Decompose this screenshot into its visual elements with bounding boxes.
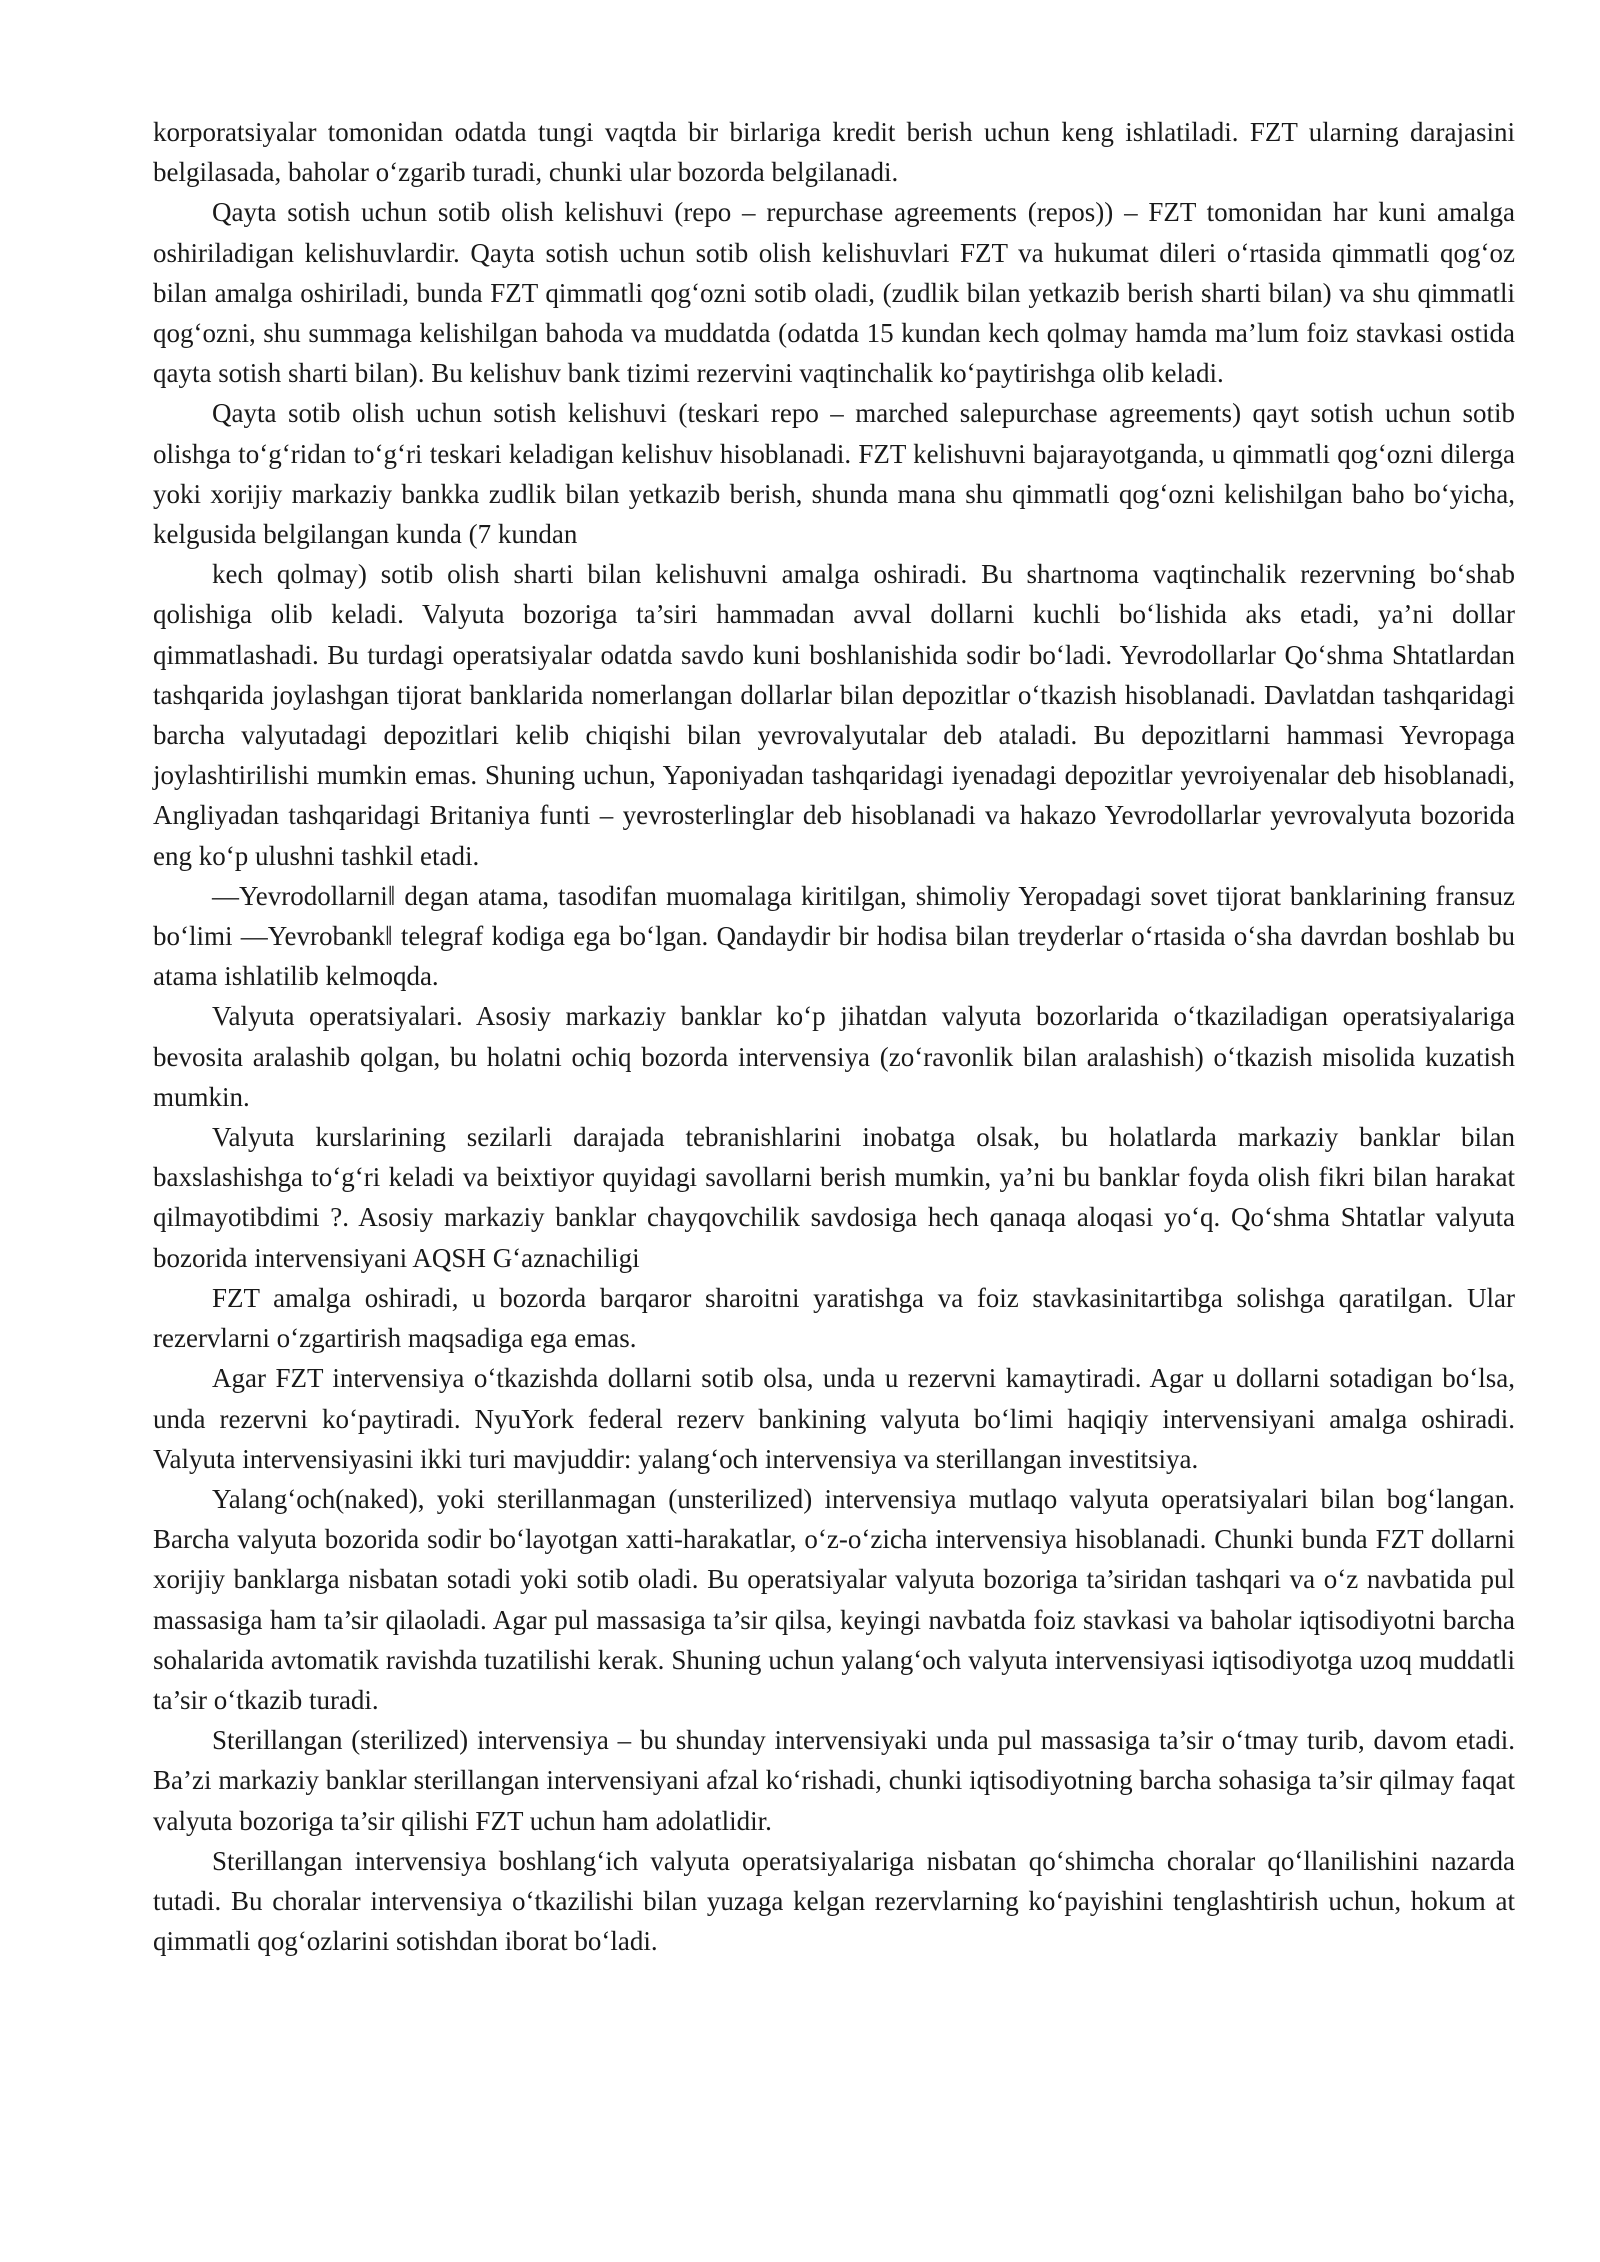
paragraph: Sterillangan intervensiya boshlang‘ich valyuta operatsiyalariga nisbatan qo‘shimcha choralar qo‘llanilishini nazarda tutadi. Bu choralar intervensiya o‘tkazilishi bilan yuzaga kelgan rezervlarning ko‘payishini tenglashtirish uchun, hokum at qimmatli qog‘ozlarini sotishdan iborat bo‘ladi.: [153, 1845, 1515, 1957]
paragraph: FZT amalga oshiradi, u bozorda barqaror sharoitni yaratishga va foiz stavkasinitartibga solishga qaratilgan. Ular rezervlarni o‘zgartirish maqsadiga ega emas.: [153, 1282, 1515, 1354]
paragraph: Yalang‘och(naked), yoki sterillanmagan (unsterilized) intervensiya mutlaqo valyuta operatsiyalari bilan bog‘langan. Barcha valyuta bozorida sodir bo‘layotgan xatti-harakatlar, o‘z-o‘zicha intervensiya hisoblanadi. Chunki bunda FZT dollarni xorijiy banklarga nisbatan sotadi yoki sotib oladi. Bu operatsiyalar valyuta bozoriga ta’siridan tashqari va o‘z navbatida pul massasiga ham ta’sir qilaoladi. Agar pul massasiga ta’sir qilsa, keyingi navbatda foiz stavkasi va baholar iqtisodiyotni barcha sohalarida avtomatik ravishda tuzatilishi kerak. Shuning uchun yalang‘och valyuta intervensiyasi iqtisodiyotga uzoq muddatli ta’sir o‘tkazib turadi.: [153, 1483, 1515, 1715]
paragraph: Valyuta kurslarining sezilarli darajada tebranishlarini inobatga olsak, bu holatlarda markaziy banklar bilan baxslashishga to‘g‘ri keladi va beixtiyor quyidagi savollarni berish mumkin, ya’ni bu banklar foyda olish fikri bilan harakat qilmayotibdimi ?. Asosiy markaziy banklar chayqovchilik savdosiga hech qanaqa aloqasi yo‘q. Qo‘shma Shtatlar valyuta bozorida intervensiyani AQSH G‘aznachiligi: [153, 1122, 1515, 1273]
paragraph: ―Yevrodollarni‖ degan atama, tasodifan muomalaga kiritilgan, shimoliy Yeropadagi sovet tijorat banklarining fransuz bo‘limi ―Yevrobank‖ telegraf kodiga ega bo‘lgan. Qandaydir bir hodisa bilan treyderlar o‘rtasida o‘sha davrdan boshlab bu atama ishlatilib kelmoqda.: [153, 880, 1515, 992]
paragraph: Sterillangan (sterilized) intervensiya – bu shunday intervensiyaki unda pul massasiga ta’sir o‘tmay turib, davom etadi. Ba’zi markaziy banklar sterillangan intervensiyani afzal ko‘rishadi, chunki iqtisodiyotning barcha sohasiga ta’sir qilmay faqat valyuta bozoriga ta’sir qilishi FZT uchun ham adolatlidir.: [153, 1725, 1515, 1836]
paragraph: Agar FZT intervensiya o‘tkazishda dollarni sotib olsa, unda u rezervni kamaytiradi. Agar u dollarni sotadigan bo‘lsa, unda rezervni ko‘paytiradi. NyuYork federal rezerv bankining valyuta bo‘limi haqiqiy intervensiyani amalga oshiradi. Valyuta intervensiyasini ikki turi mavjuddir: yalang‘och intervensiya va sterillangan investitsiya.: [153, 1363, 1515, 1474]
paragraph: Qayta sotib olish uchun sotish kelishuvi (teskari repo – marched salepurchase agreements) qayt sotish uchun sotib olishga to‘g‘ridan to‘g‘ri teskari keladigan kelishuv hisoblanadi. FZT kelishuvni bajarayotganda, u qimmatli qog‘ozni dilerga yoki xorijiy markaziy bankka zudlik bilan yetkazib berish, shunda mana shu qimmatli qog‘ozni kelishilgan baho bo‘yicha, kelgusida belgilangan kunda (7 kundan: [153, 398, 1515, 550]
paragraph: Valyuta operatsiyalari. Asosiy markaziy banklar ko‘p jihatdan valyuta bozorlarida o‘tkaziladigan operatsiyalariga bevosita aralashib qolgan, bu holatni ochiq bozorda intervensiya (zo‘ravonlik bilan aralashish) o‘tkazish misolida kuzatish mumkin.: [153, 1001, 1515, 1112]
document-page: [153, 112, 1515, 1961]
paragraph: kech qolmay) sotib olish sharti bilan kelishuvni amalga oshiradi. Bu shartnoma vaqtinchalik rezervning bo‘shab qolishiga olib keladi. Valyuta bozoriga ta’siri hammadan avval dollarni kuchli bo‘lishida aks etadi, ya’ni dollar qimmatlashadi. Bu turdagi operatsiyalar odatda savdo kuni boshlanishida sodir bo‘ladi. Yevrodollarlar Qo‘shma Shtatlardan tashqarida joylashgan tijorat banklarida nomerlangan dollarlar bilan depozitlar o‘tkazish hisoblanadi. Davlatdan tashqaridagi barcha valyutadagi depozitlari kelib chiqishi bilan yevrovalyutalar deb ataladi. Bu depozitlarni hammasi Yevropaga joylashtirilishi mumkin emas. Shuning uchun, Yaponiyadan tashqaridagi iyenadagi depozitlar yevroiyenalar deb hisoblanadi, Angliyadan tashqaridagi Britaniya funti – yevrosterlinglar deb hisoblanadi va hakazo Yevrodollarlar yevrovalyuta bozorida eng ko‘p ulushni tashkil etadi.: [153, 559, 1515, 871]
paragraph: korporatsiyalar tomonidan odatda tungi vaqtda bir birlariga kredit berish uchun keng ishlatiladi. FZT ularning darajasini belgilasada, baholar o‘zgarib turadi, chunki ular bozorda belgilanadi.: [153, 117, 1515, 188]
paragraph: Qayta sotish uchun sotib olish kelishuvi (repo – repurchase agreements (repos)) – FZT tomonidan har kuni amalga oshiriladigan kelishuvlardir. Qayta sotish uchun sotib olish kelishuvlari FZT va hukumat dileri o‘rtasida qimmatli qog‘oz bilan amalga oshiriladi, bunda FZT qimmatli qog‘ozni sotib oladi, (zudlik bilan yetkazib berish sharti bilan) va shu qimmatli qog‘ozni, shu summaga kelishilgan bahoda va muddatda (odatda 15 kundan kech qolmay hamda ma’lum foiz stavkasi ostida qayta sotish sharti bilan). Bu kelishuv bank tizimi rezervini vaqtinchalik ko‘paytirishga olib keladi.: [153, 197, 1515, 389]
